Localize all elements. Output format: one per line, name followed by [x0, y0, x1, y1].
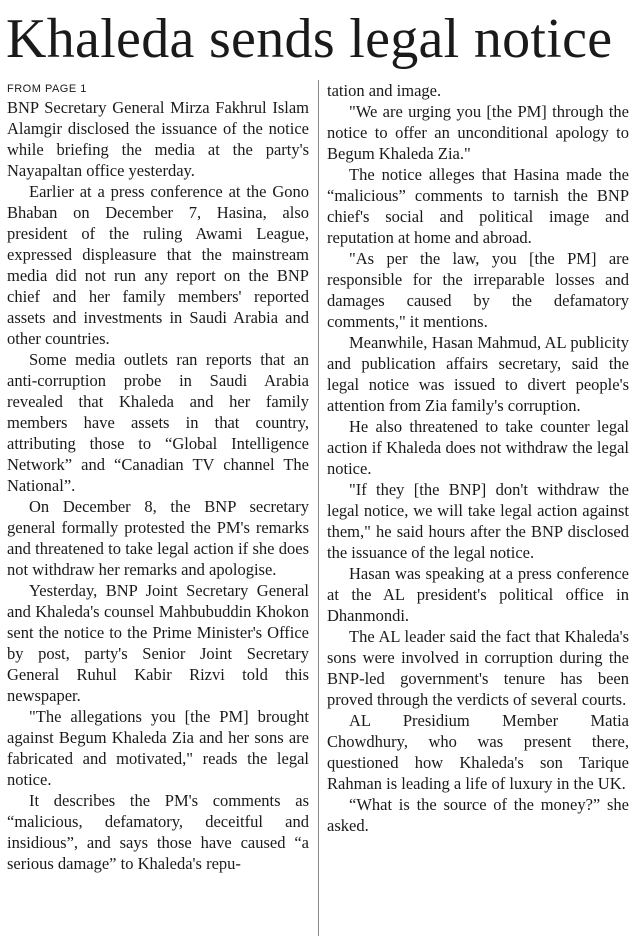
paragraph: “What is the source of the money?” she asked. — [327, 795, 629, 835]
paragraph: It describes the PM's comments as “malicious, defamatory, deceitful and insidious”, and says those have caused “a serious damage” to Khaleda's repu- — [7, 791, 309, 873]
paragraph: tation and image. — [327, 81, 442, 100]
continuation-kicker: FROM PAGE 1 — [7, 83, 87, 95]
left-column — [7, 80, 309, 874]
paragraph: Meanwhile, Hasan Mahmud, AL publicity and publication affairs secretary, said the legal notice was issued to divert people's attention from Zia family's corruption. — [327, 333, 629, 415]
paragraph: AL Presidium Member Matia Chowdhury, who was present there, questioned how Khaleda's son Tarique Rahman is leading a life of luxury in the UK. — [327, 711, 629, 793]
paragraph: The notice alleges that Hasina made the “malicious” comments to tarnish the BNP chief's social and political image and reputation at home and abroad. — [327, 165, 629, 247]
paragraph: "We are urging you [the PM] through the notice to offer an unconditional apology to Begum Khaleda Zia." — [327, 102, 629, 163]
paragraph: "As per the law, you [the PM] are responsible for the irreparable losses and damages caused by the defamatory comments," it mentions. — [327, 249, 629, 331]
headline: Khaleda sends legal notice — [6, 8, 613, 70]
paragraph: The AL leader said the fact that Khaleda's sons were involved in corruption during the BNP-led government's tenure has been proved through the verdicts of several courts. — [327, 627, 629, 709]
column-divider — [318, 80, 319, 936]
right-column — [327, 80, 629, 836]
paragraph: "If they [the BNP] don't withdraw the legal notice, we will take legal action against them," he said hours after the BNP disclosed the issuance of the legal notice. — [327, 480, 629, 562]
paragraph: Hasan was speaking at a press conference at the AL president's political office in Dhanmondi. — [327, 564, 629, 625]
paragraph: BNP Secretary General Mirza Fakhrul Islam Alamgir disclosed the issuance of the notice while briefing the media at the party's Nayapaltan office yesterday. — [7, 98, 309, 180]
paragraph: He also threatened to take counter legal action if Khaleda does not withdraw the legal notice. — [327, 417, 629, 478]
paragraph: Yesterday, BNP Joint Secretary General and Khaleda's counsel Mahbubuddin Khokon sent the notice to the Prime Minister's Office by post, party's Senior Joint Secretary General Ruhul Kabir Rizvi told this newspaper. — [7, 581, 309, 705]
paragraph: Some media outlets ran reports that an anti-corruption probe in Saudi Arabia revealed that Khaleda and her family members have assets in that country, attributing those to “Global Intelligence Network” and “Canadian TV channel The National”. — [7, 350, 309, 495]
paragraph: "The allegations you [the PM] brought against Begum Khaleda Zia and her sons are fabricated and motivated," reads the legal notice. — [7, 707, 309, 789]
paragraph: On December 8, the BNP secretary general formally protested the PM's remarks and threatened to take legal action if she does not withdraw her remarks and apologise. — [7, 497, 309, 579]
paragraph: Earlier at a press conference at the Gono Bhaban on December 7, Hasina, also president of the ruling Awami League, expressed displeasure that the mainstream media did not run any report on the BNP chief and her family members' reported assets and investments in Saudi Arabia and other countries. — [7, 182, 309, 348]
